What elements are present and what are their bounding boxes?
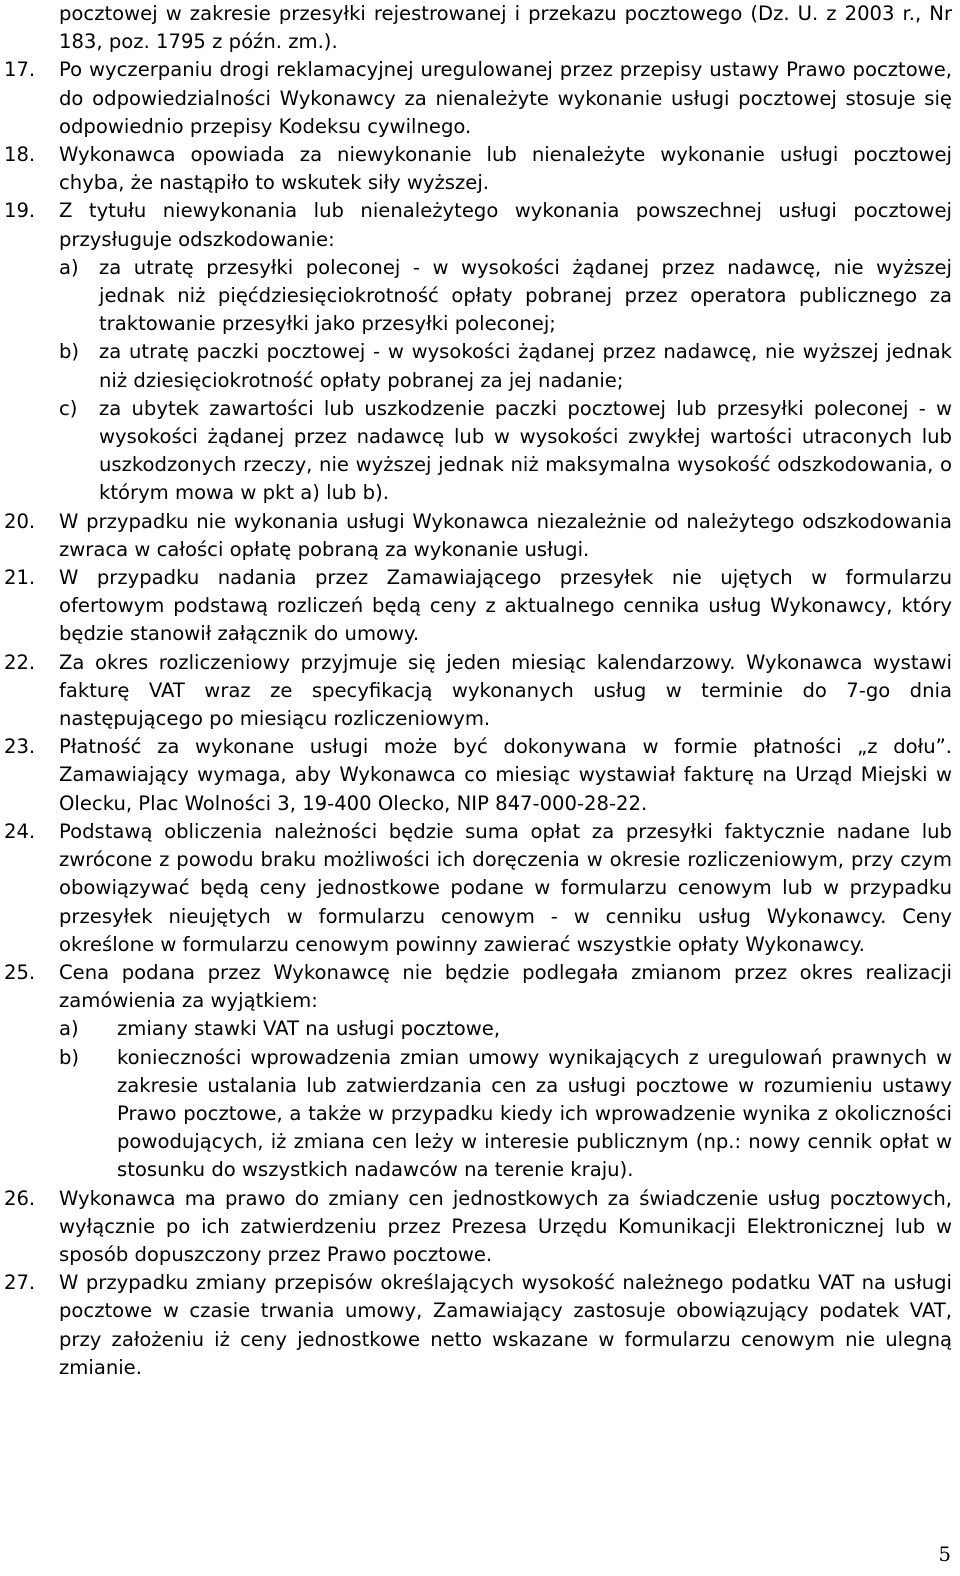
paragraph-text: W przypadku nie wykonania usługi Wykonawca niezależnie od należytego odszkodowania zwraca w całości opłatę pobraną za wykonanie usługi. — [59, 509, 952, 561]
paragraph-text: Wykonawca opowiada za niewykonanie lub nienależyte wykonanie usługi pocztowej chyba, że nastąpiło to wskutek siły wyższej. — [59, 143, 952, 195]
paragraph-continuation — [4, 0, 952, 56]
paragraph-text: Wykonawca ma prawo do zmiany cen jednostkowych za świadczenie usług pocztowych, wyłącznie po ich zatwierdzeniu przez Prezesa Urzędu Komunikacji Elektronicznej lub w sposób dopuszczony przez Prawo pocztowe. — [59, 1186, 952, 1266]
paragraph-number: 25. — [4, 960, 36, 984]
paragraph-number: 18. — [4, 143, 36, 167]
paragraph-text: W przypadku nadania przez Zamawiającego przesyłek nie ujętych w formularzu ofertowym podstawą rozliczeń będą ceny z aktualnego cennika usług Wykonawcy, który będzie stanowił załącznik do umowy. — [59, 566, 952, 646]
paragraph-text: W przypadku zmiany przepisów określających wysokość należnego podatku VAT na usługi pocztowe w czasie trwania umowy, Zamawiający zastosuje obowiązujący podatek VAT, przy założeniu iż ceny jednostkowe netto wskazane w formularzu cenowym nie ulegną zmianie. — [59, 1271, 952, 1379]
paragraph-18 — [4, 141, 952, 197]
paragraph-number: 21. — [4, 566, 36, 590]
paragraph-21 — [4, 564, 952, 649]
list-item-text: za ubytek zawartości lub uszkodzenie paczki pocztowej lub przesyłki poleconej - w wysokości żądanej przez nadawcę lub w wysokości zwykłej wartości utraconych lub uszkodzonych rzeczy, nie wyższej jednak niż maksymalna wysokość odszkodowania, o którym mowa w pkt a) lub b). — [99, 396, 952, 505]
paragraph-20 — [4, 508, 952, 564]
paragraph-25 — [4, 959, 952, 1185]
paragraph-number: 23. — [4, 735, 36, 759]
list-item-label: a) — [59, 255, 79, 279]
list-item-label: c) — [59, 396, 78, 420]
list-item-label: a) — [59, 1017, 79, 1041]
list-item-c — [59, 395, 952, 508]
list-item-text: za utratę paczki pocztowej - w wysokości żądanej przez nadawcę, nie wyższej jednak niż dziesięciokrotność opłaty pobranej za jej nadanie; — [99, 340, 952, 392]
paragraph-text: Cena podana przez Wykonawcę nie będzie podlegała zmianom przez okres realizacji zamówienia za wyjątkiem: — [59, 960, 952, 1013]
list-item-text: za utratę przesyłki poleconej - w wysokości żądanej przez nadawcę, nie wyższej jednak niż pięćdziesięciokrotność opłaty pobranej przez operatora publicznego za traktowanie przesyłki jako przesyłki poleconej; — [99, 255, 952, 336]
paragraph-number: 22. — [4, 650, 36, 674]
paragraph-19 — [4, 197, 952, 507]
paragraph-text: pocztowej w zakresie przesyłki rejestrowanej i przekazu pocztowego (Dz. U. z 2003 r., Nr 183, poz. 1795 z późn. zm.). — [59, 2, 952, 54]
paragraph-text: Podstawą obliczenia należności będzie suma opłat za przesyłki faktycznie nadane lub zwrócone z powodu braku możliwości ich doręczenia w okresie rozliczeniowym, przy czym obowiązywać będą ceny jednostkowe podane w formularzu cenowym lub w przypadku przesyłek nieujętych w formularzu cenowym - w cenniku usług Wykonawcy. Ceny określone w formularzu cenowym powinny zawierać wszystkie opłaty Wykonawcy. — [59, 819, 952, 956]
paragraph-26 — [4, 1185, 952, 1270]
list-item-a — [59, 1015, 952, 1043]
paragraph-27 — [4, 1269, 952, 1382]
paragraph-24 — [4, 818, 952, 959]
paragraph-text: Płatność za wykonane usługi może być dokonywana w formie płatności „z dołu”. Zamawiający wymaga, aby Wykonawca co miesiąc wystawiał fakturę na Urząd Miejski w Olecku, Plac Wolności 3, 19-400 Olecko, NIP 847-000-28-22. — [59, 735, 952, 815]
paragraph-number: 26. — [4, 1186, 36, 1210]
paragraph-number: 17. — [4, 58, 36, 82]
list-item-b — [59, 1044, 952, 1185]
paragraph-text: Za okres rozliczeniowy przyjmuje się jeden miesiąc kalendarzowy. Wykonawca wystawi fakturę VAT wraz ze specyfikacją wykonanych usług w terminie do 7-go dnia następującego po miesiącu rozliczeniowym. — [59, 650, 952, 731]
paragraph-number: 19. — [4, 199, 36, 223]
paragraph-text: Po wyczerpaniu drogi reklamacyjnej uregulowanej przez przepisy ustawy Prawo pocztowe, do odpowiedzialności Wykonawcy za nienależyte wykonanie usługi pocztowej stosuje się odpowiednio przepisy Kodeksu cywilnego. — [59, 58, 952, 138]
paragraph-number: 20. — [4, 509, 36, 533]
paragraph-number: 27. — [4, 1271, 36, 1295]
paragraph-text: Z tytułu niewykonania lub nienależytego wykonania powszechnej usługi pocztowej przysługuje odszkodowanie: — [59, 199, 952, 251]
list-item-text: konieczności wprowadzenia zmian umowy wynikających z uregulowań prawnych w zakresie ustalania lub zatwierdzania cen za usługi pocztowe w rozumieniu ustawy Prawo pocztowe, a także w przypadku kiedy ich wprowadzenie wynika z okoliczności powodujących, iż zmiana cen leży w interesie publicznym (np.: nowy cennik opłat w stosunku do wszystkich nadawców na terenie kraju). — [117, 1045, 952, 1182]
list-item-a — [59, 254, 952, 339]
document-body — [4, 0, 952, 1382]
list-item-label: b) — [59, 340, 80, 364]
list-item-label: b) — [59, 1045, 80, 1069]
list-item-b — [59, 338, 952, 394]
page-number: 5 — [938, 1543, 951, 1566]
paragraph-17 — [4, 56, 952, 141]
paragraph-23 — [4, 733, 952, 818]
paragraph-number: 24. — [4, 819, 36, 843]
paragraph-22 — [4, 649, 952, 734]
list-item-text: zmiany stawki VAT na usługi pocztowe, — [117, 1017, 501, 1041]
